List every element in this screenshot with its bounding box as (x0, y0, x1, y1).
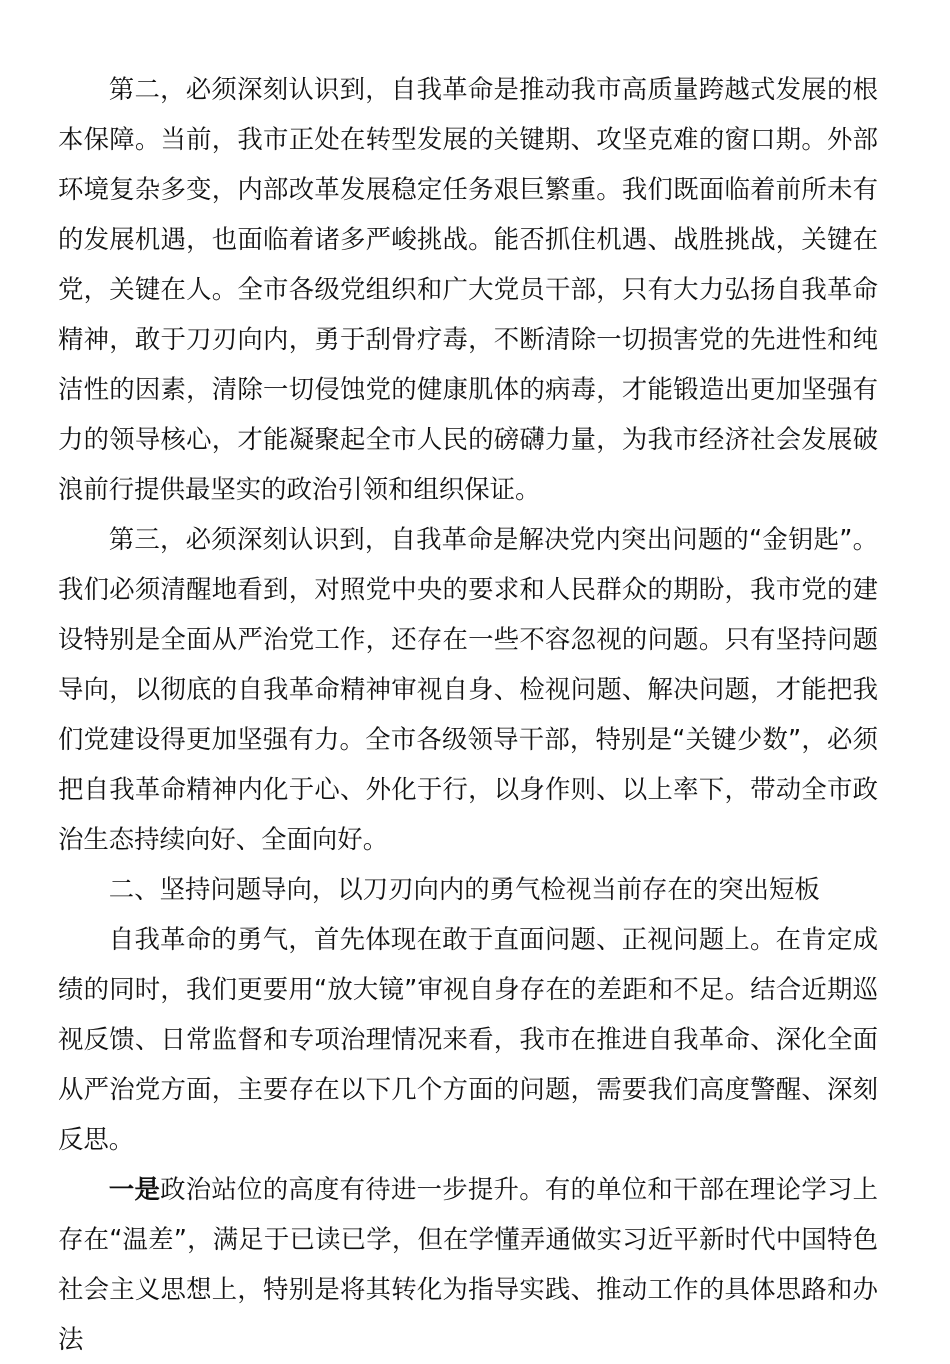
paragraph-third-point: 第三，必须深刻认识到，自我革命是解决党内突出问题的“金钥匙”。我们必须清醒地看到，对照党中央的要求和人民群众的期盼，我市党的建设特别是全面从严治党工作，还存在一些不容忽视的问题。只有坚持问题导向，以彻底的自我革命精神审视自身、检视问题、解决问题，才能把我们党建设得更加坚强有力。全市各级领导干部，特别是“关键少数”，必须把自我革命精神内化于心、外化于行，以身作则、以上率下，带动全市政治生态持续向好、全面向好。 (58, 524, 878, 854)
paragraph-section-intro: 自我革命的勇气，首先体现在敢于直面问题、正视问题上。在肯定成绩的同时，我们更要用“放大镜”审视自身存在的差距和不足。结合近期巡视反馈、日常监督和专项治理情况来看，我市在推进自我革命、深化全面从严治党方面，主要存在以下几个方面的问题，需要我们高度警醒、深刻反思。 (58, 924, 878, 1154)
document-page (58, 64, 878, 1364)
paragraph-problem-one (58, 1164, 878, 1364)
problem-one-lead: 一是 (108, 1174, 161, 1204)
section-heading-2: 二、坚持问题导向，以刀刃向内的勇气检视当前存在的突出短板 (108, 874, 820, 904)
problem-one-body: 政治站位的高度有待进一步提升。有的单位和干部在理论学习上存在“温差”，满足于已读已学，但在学懂弄通做实习近平新时代中国特色社会主义思想上，特别是将其转化为指导实践、推动工作的具体思路和办法 (58, 1174, 879, 1354)
paragraph-second-point: 第二，必须深刻认识到，自我革命是推动我市高质量跨越式发展的根本保障。当前，我市正处在转型发展的关键期、攻坚克难的窗口期。外部环境复杂多变，内部改革发展稳定任务艰巨繁重。我们既面临着前所未有的发展机遇，也面临着诸多严峻挑战。能否抓住机遇、战胜挑战，关键在党，关键在人。全市各级党组织和广大党员干部，只有大力弘扬自我革命精神，敢于刀刃向内，勇于刮骨疗毒，不断清除一切损害党的先进性和纯洁性的因素，清除一切侵蚀党的健康肌体的病毒，才能锻造出更加坚强有力的领导核心，才能凝聚起全市人民的磅礴力量，为我市经济社会发展破浪前行提供最坚实的政治引领和组织保证。 (58, 74, 878, 504)
